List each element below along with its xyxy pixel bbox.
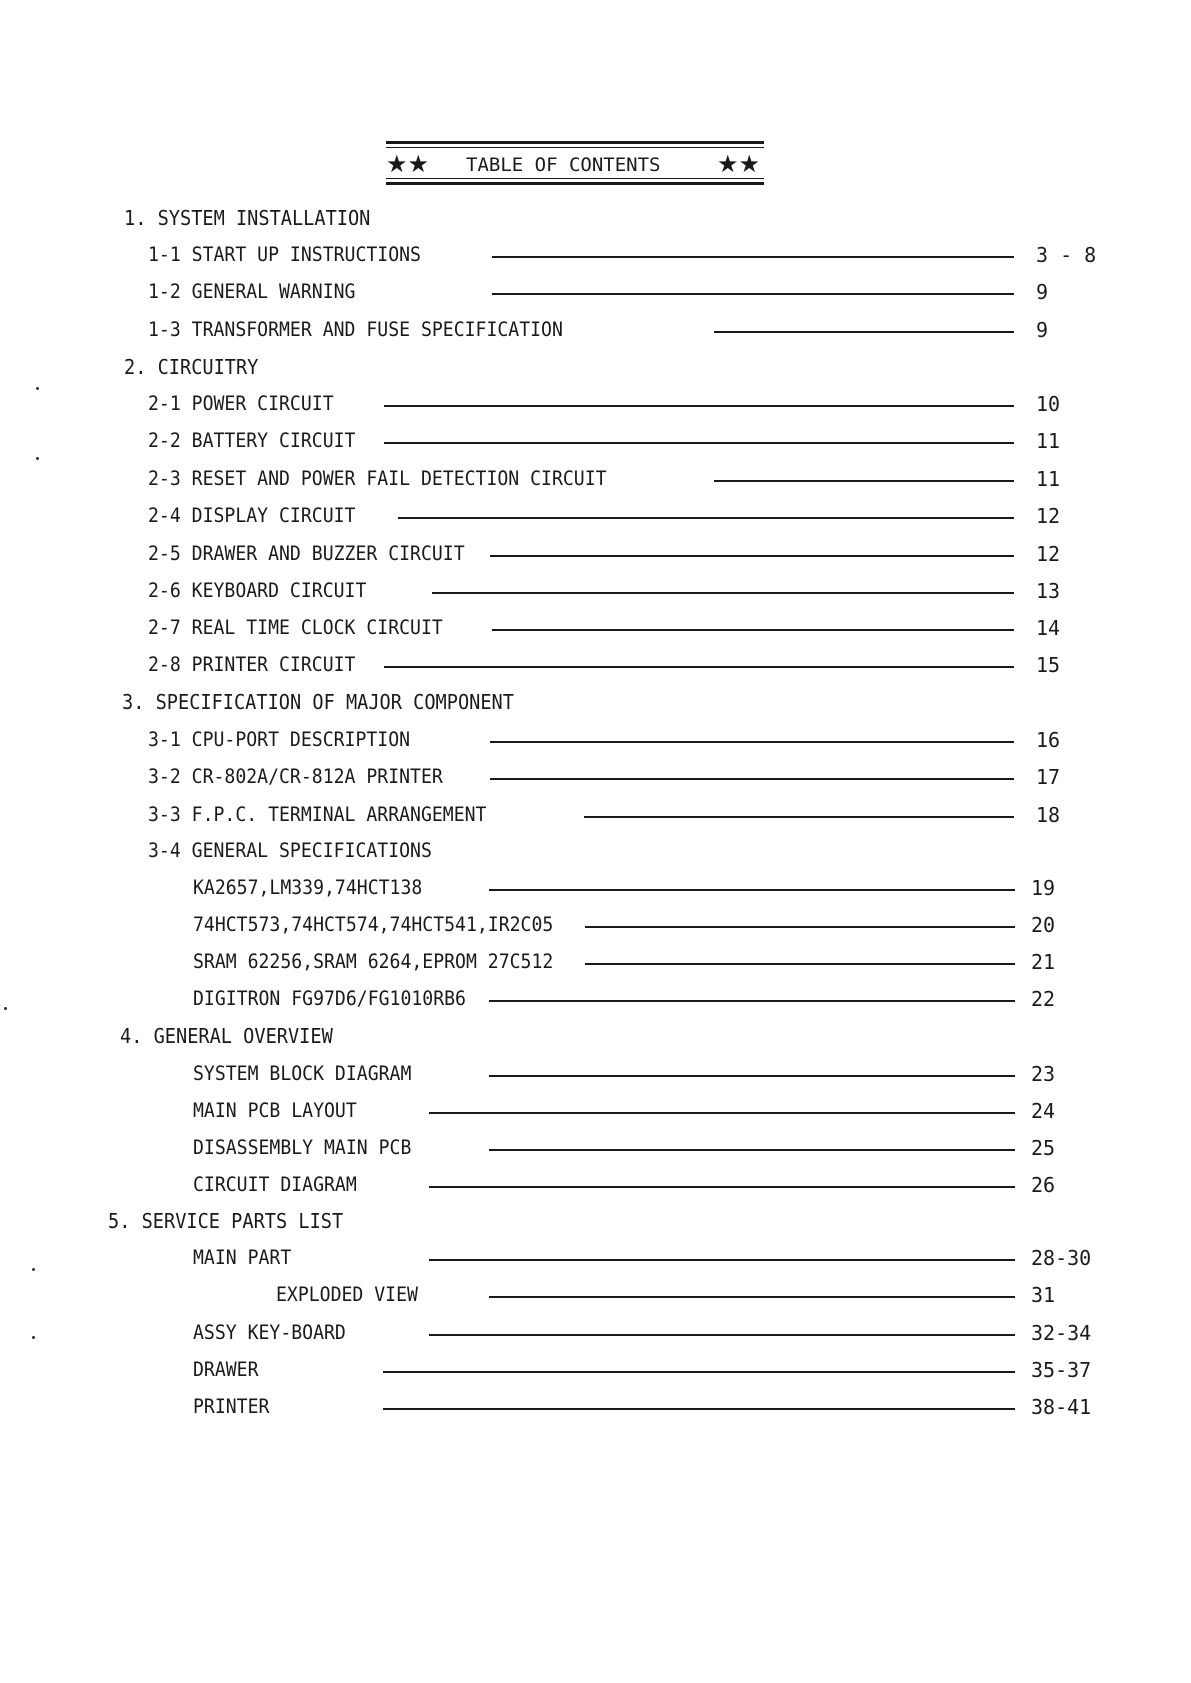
entry-label: MAIN PCB LAYOUT — [193, 1099, 357, 1122]
entry-label: 3-1 CPU-PORT DESCRIPTION — [148, 728, 411, 751]
page-number: 26 — [1031, 1173, 1056, 1197]
section-heading-1: 1. SYSTEM INSTALLATION — [124, 206, 371, 230]
page-number: 14 — [1036, 616, 1061, 640]
section-heading-4: 4. GENERAL OVERVIEW — [120, 1024, 333, 1048]
toc-entry[interactable] — [193, 1357, 1098, 1383]
page-number: 11 — [1036, 429, 1061, 453]
page-number: 28-30 — [1031, 1246, 1092, 1270]
toc-entry[interactable] — [193, 875, 1098, 901]
toc-entry[interactable] — [193, 1098, 1098, 1124]
entry-label: 1-3 TRANSFORMER AND FUSE SPECIFICATION — [148, 318, 563, 341]
page-title: TABLE OF CONTENTS — [466, 154, 661, 176]
entry-label: 2-4 DISPLAY CIRCUIT — [148, 504, 356, 527]
entry-label: CIRCUIT DIAGRAM — [193, 1173, 357, 1196]
leader-line — [384, 666, 1014, 668]
page-number: 9 — [1036, 318, 1049, 342]
page-number: 23 — [1031, 1062, 1056, 1086]
title-rule — [386, 147, 764, 148]
page-number: 16 — [1036, 728, 1061, 752]
page-number: 3 - 8 — [1036, 243, 1097, 267]
leader-line — [383, 1371, 1015, 1373]
toc-entry[interactable] — [148, 317, 1098, 343]
page-number: 12 — [1036, 542, 1061, 566]
entry-label: 3-4 GENERAL SPECIFICATIONS — [148, 839, 432, 862]
toc-entry[interactable] — [148, 578, 1098, 604]
leader-line — [490, 778, 1014, 780]
entry-label: 1-2 GENERAL WARNING — [148, 280, 356, 303]
leader-line — [714, 480, 1014, 482]
entry-label: 2-5 DRAWER AND BUZZER CIRCUIT — [148, 542, 465, 565]
page-number: 21 — [1031, 950, 1056, 974]
page-number: 9 — [1036, 280, 1049, 304]
scan-speck — [32, 1268, 35, 1271]
entry-label: 3-3 F.P.C. TERMINAL ARRANGEMENT — [148, 803, 487, 826]
leader-line — [489, 1149, 1015, 1151]
scan-speck — [32, 1336, 35, 1339]
section-heading-3: 3. SPECIFICATION OF MAJOR COMPONENT — [122, 690, 514, 714]
scan-speck — [36, 457, 39, 460]
toc-entry[interactable] — [193, 986, 1098, 1012]
toc-title-block — [386, 141, 764, 186]
entry-label: DIGITRON FG97D6/FG1010RB6 — [193, 987, 466, 1010]
star-icon: ★★ — [386, 150, 430, 178]
toc-entry[interactable] — [193, 1061, 1098, 1087]
entry-label: 2-6 KEYBOARD CIRCUIT — [148, 579, 367, 602]
leader-line — [432, 592, 1014, 594]
entry-label: 74HCT573,74HCT574,74HCT541,IR2C05 — [193, 913, 554, 936]
title-rule — [386, 141, 764, 144]
page-number: 12 — [1036, 504, 1061, 528]
leader-line — [585, 963, 1015, 965]
page-number: 15 — [1036, 653, 1061, 677]
page-number: 10 — [1036, 392, 1061, 416]
leader-line — [429, 1259, 1015, 1261]
leader-line — [714, 331, 1014, 333]
entry-label: 1-1 START UP INSTRUCTIONS — [148, 243, 421, 266]
toc-entry[interactable] — [148, 391, 1098, 417]
page-number: 22 — [1031, 987, 1056, 1011]
toc-entry[interactable] — [193, 1394, 1098, 1420]
entry-label: ASSY KEY-BOARD — [193, 1321, 346, 1344]
leader-line — [489, 1296, 1015, 1298]
leader-line — [383, 1408, 1015, 1410]
page-number: 13 — [1036, 579, 1061, 603]
toc-entry[interactable] — [193, 1172, 1098, 1198]
entry-label: 2-3 RESET AND POWER FAIL DETECTION CIRCUIT — [148, 467, 607, 490]
entry-label: SRAM 62256,SRAM 6264,EPROM 27C512 — [193, 950, 554, 973]
star-icon: ★★ — [716, 150, 760, 178]
page-number: 38-41 — [1031, 1395, 1092, 1419]
leader-line — [429, 1334, 1015, 1336]
toc-entry[interactable] — [193, 912, 1098, 938]
page-number: 24 — [1031, 1099, 1056, 1123]
entry-label: 2-7 REAL TIME CLOCK CIRCUIT — [148, 616, 443, 639]
leader-line — [398, 517, 1014, 519]
toc-entry[interactable] — [193, 1320, 1098, 1346]
section-heading-2: 2. CIRCUITRY — [124, 355, 259, 379]
page-number: 18 — [1036, 803, 1061, 827]
leader-line — [489, 1000, 1015, 1002]
leader-line — [489, 1075, 1015, 1077]
page-number: 32-34 — [1031, 1321, 1092, 1345]
entry-label: MAIN PART — [193, 1246, 292, 1269]
toc-entry[interactable] — [148, 652, 1098, 678]
leader-line — [429, 1186, 1015, 1188]
leader-line — [492, 256, 1014, 258]
scan-speck — [4, 1007, 7, 1010]
leader-line — [490, 741, 1014, 743]
entry-label: KA2657,LM339,74HCT138 — [193, 876, 423, 899]
leader-line — [490, 555, 1014, 557]
entry-label: PRINTER — [193, 1395, 270, 1418]
entry-label: 3-2 CR-802A/CR-812A PRINTER — [148, 765, 443, 788]
toc-entry[interactable] — [148, 541, 1098, 567]
page-number: 17 — [1036, 765, 1061, 789]
leader-line — [489, 889, 1015, 891]
page-number: 31 — [1031, 1283, 1056, 1307]
entry-label: DRAWER — [193, 1358, 259, 1381]
title-rule — [386, 182, 764, 185]
toc-entry[interactable] — [148, 764, 1098, 790]
toc-entry[interactable] — [148, 279, 1098, 305]
toc-entry[interactable] — [193, 949, 1098, 975]
toc-entry[interactable] — [148, 503, 1098, 529]
page-number: 25 — [1031, 1136, 1056, 1160]
leader-line — [492, 293, 1014, 295]
entry-label: 2-2 BATTERY CIRCUIT — [148, 429, 356, 452]
toc-entry[interactable] — [148, 242, 1098, 268]
toc-entry[interactable] — [276, 1282, 1098, 1308]
entry-label: SYSTEM BLOCK DIAGRAM — [193, 1062, 412, 1085]
page-number: 11 — [1036, 467, 1061, 491]
toc-entry[interactable] — [148, 428, 1098, 454]
leader-line — [585, 926, 1015, 928]
leader-line — [429, 1112, 1015, 1114]
toc-entry[interactable] — [148, 802, 1098, 828]
toc-entry[interactable] — [193, 1245, 1098, 1271]
scan-speck — [36, 387, 39, 390]
section-heading-5: 5. SERVICE PARTS LIST — [108, 1209, 344, 1233]
toc-entry[interactable] — [148, 466, 1098, 492]
leader-line — [492, 629, 1014, 631]
leader-line — [584, 816, 1014, 818]
entry-label: 2-8 PRINTER CIRCUIT — [148, 653, 356, 676]
page-number: 35-37 — [1031, 1358, 1092, 1382]
entry-label: DISASSEMBLY MAIN PCB — [193, 1136, 412, 1159]
entry-label: 2-1 POWER CIRCUIT — [148, 392, 334, 415]
leader-line — [384, 405, 1014, 407]
toc-entry[interactable] — [148, 615, 1098, 641]
toc-entry[interactable] — [193, 1135, 1098, 1161]
page-number: 19 — [1031, 876, 1056, 900]
toc-entry[interactable] — [148, 838, 1098, 864]
leader-line — [384, 442, 1014, 444]
entry-label: EXPLODED VIEW — [276, 1283, 418, 1306]
toc-entry[interactable] — [148, 727, 1098, 753]
page-number: 20 — [1031, 913, 1056, 937]
title-rule — [386, 178, 764, 179]
